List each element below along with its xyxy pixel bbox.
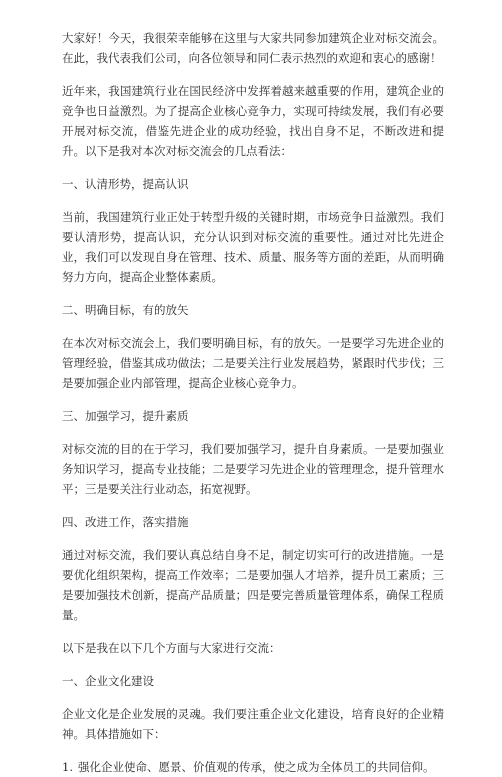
section-1-paragraph: 当前，我国建筑行业正处于转型升级的关键时期，市场竞争日益激烈。我们要认清形势，提高认识，充分认识到对标交流的重要性。通过对比先进企业，我们可以发现自身在管理、技术、质量、服务等方面的差距，从而明确努力方向，提高企业整体素质。 [62,210,444,284]
section-heading-4: 四、改进工作，落实措施 [62,515,189,529]
list-item-number: 1. [62,760,73,774]
opening-paragraph: 大家好！今天，我很荣幸能够在这里与大家共同参加建筑企业对标交流会。在此，我代表我们公司，向各位领导和同仁表示热烈的欢迎和衷心的感谢！ [62,31,444,65]
exchange-intro-paragraph: 以下是我在以下几个方面与大家进行交流： [62,641,281,655]
section-heading-2: 二、明确目标，有的放矢 [62,303,189,317]
section-4-paragraph: 通过对标交流，我们要认真总结自身不足，制定切实可行的改进措施。一是要优化组织架构，提高工作效率；二是要加强人才培养，提升员工素质；三是要加强技术创新，提高产品质量；四是要完善质量管理体系，确保工程质量。 [62,548,444,622]
list-item [62,757,444,777]
culture-heading: 一、企业文化建设 [62,674,154,688]
section-2-paragraph: 在本次对标交流会上，我们要明确目标，有的放矢。一是要学习先进企业的管理经验，借鉴其成功做法；二是要关注行业发展趋势，紧跟时代步伐；三是要加强企业内部管理，提高企业核心竞争力。 [62,336,444,390]
section-heading-1: 一、认清形势，提高认识 [62,177,189,191]
section-heading-3: 三、加强学习，提升素质 [62,409,189,423]
background-paragraph: 近年来，我国建筑行业在国民经济中发挥着越来越重要的作用，建筑企业的竞争也日益激烈。为了提高企业核心竞争力，实现可持续发展，我们有必要开展对标交流，借鉴先进企业的成功经验，找出自身不足，不断改进和提升。以下是我对本次对标交流会的几点看法： [62,84,444,158]
list-item-text: 强化企业使命、愿景、价值观的传承，使之成为全体员工的共同信仰。 [78,760,435,774]
culture-paragraph: 企业文化是企业发展的灵魂。我们要注重企业文化建设，培育良好的企业精神。具体措施如下： [62,707,444,741]
section-3-paragraph: 对标交流的目的在于学习，我们要加强学习，提升自身素质。一是要加强业务知识学习，提高专业技能；二是要学习先进企业的管理理念，提升管理水平；三是要关注行业动态，拓宽视野。 [62,442,444,496]
